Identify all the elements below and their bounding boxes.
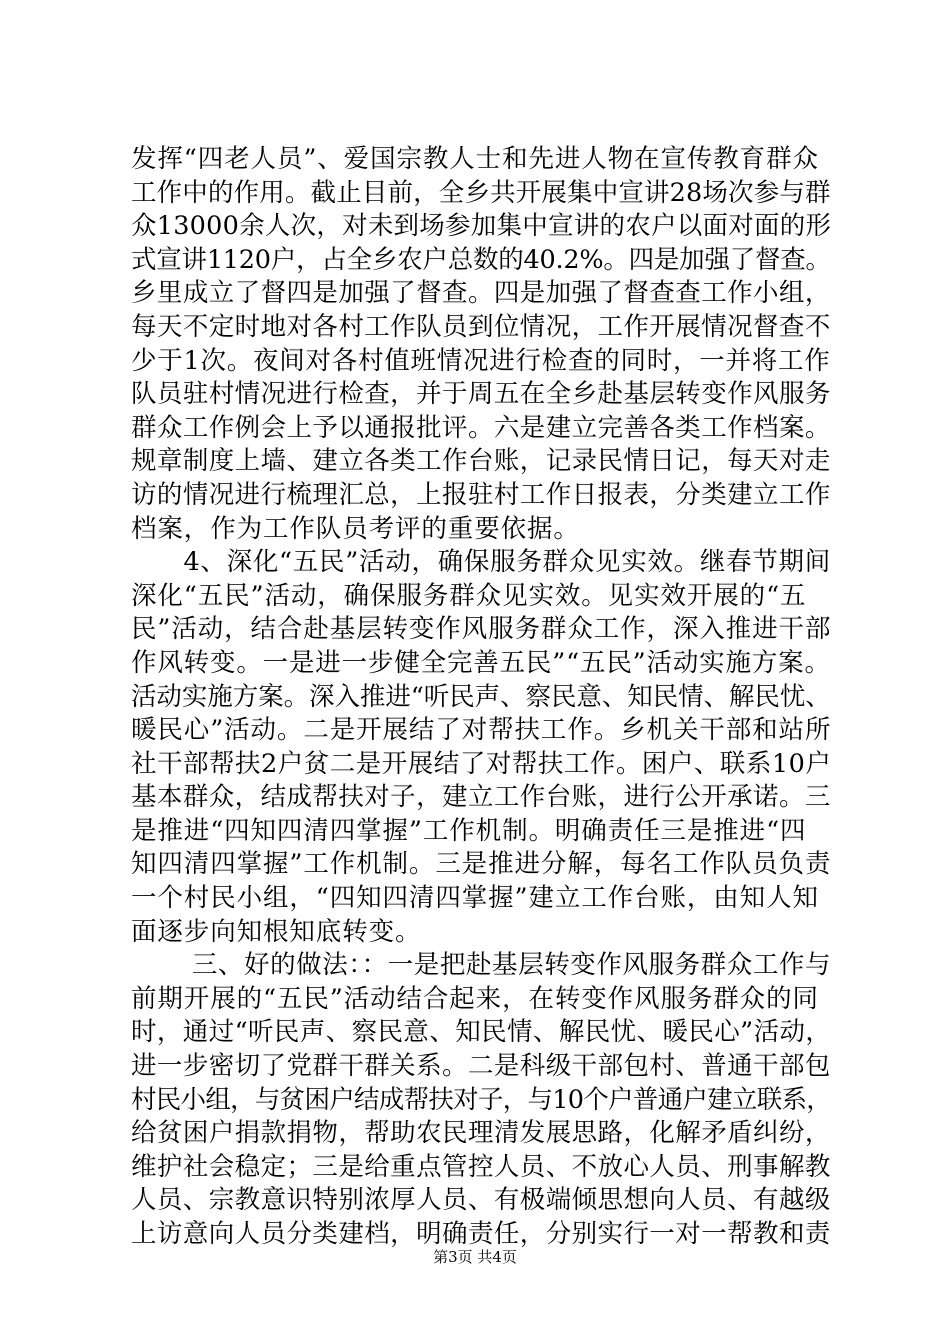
text-line: 上访意向人员分类建档，明确责任，分别实行一对一帮教和责: [131, 1219, 831, 1249]
text-line: 4、深化“五民”活动，确保服务群众见实效。继春节期间: [131, 547, 831, 578]
text-line: 前期开展的“五民”活动结合起来，在转变作风服务群众的同: [131, 983, 819, 1014]
text-line: 少于1次。夜间对各村值班情况进行检查的同时，一并将工作: [131, 345, 831, 376]
text-line: 知四清四掌握”工作机制。三是推进分解，每名工作队员负责: [131, 849, 832, 880]
text-line: 社干部帮扶2户贫二是开展结了对帮扶工作。困户、联系10户: [131, 748, 832, 779]
text-line: 活动实施方案。深入推进“听民声、察民意、知民情、解民忧、: [131, 681, 831, 712]
text-line: 规章制度上墙、建立各类工作台账，记录民情日记，每天对走: [131, 446, 831, 477]
text-line: 人员、宗教意识特别浓厚人员、有极端倾思想向人员、有越级: [131, 1185, 831, 1216]
text-line: 面逐步向知根知底转变。: [131, 916, 422, 947]
text-line: 基本群众，结成帮扶对子，建立工作台账，进行公开承诺。三: [131, 782, 831, 813]
text-line: 档案，作为工作队员考评的重要依据。: [131, 513, 580, 544]
page-footer: 第3页 共4页: [433, 1248, 517, 1266]
body-text: [131, 143, 831, 1252]
text-line: 给贫困户捐款捐物，帮助农民理清发展思路，化解矛盾纠纷，: [131, 1118, 831, 1149]
text-line: 暖民心”活动。二是开展结了对帮扶工作。乡机关干部和站所: [131, 715, 832, 746]
text-line: 工作中的作用。截止目前，全乡共开展集中宣讲28场次参与群: [131, 177, 831, 208]
text-line: 维护社会稳定；三是给重点管控人员、不放心人员、刑事解教: [131, 1151, 831, 1182]
text-line: 每天不定时地对各村工作队员到位情况，工作开展情况督查不: [131, 311, 831, 342]
text-line: 深化“五民”活动，确保服务群众见实效。见实效开展的“五: [131, 580, 807, 611]
text-line: 是推进“四知四清四掌握”工作机制。明确责任三是推进“四: [131, 815, 807, 846]
text-line: 进一步密切了党群干群关系。二是科级干部包村、普通干部包: [131, 1051, 831, 1082]
text-line: 式宣讲1120户，占全乡农户总数的40.2%。四是加强了督查。: [131, 244, 831, 275]
text-line: 民”活动，结合赴基层转变作风服务群众工作，深入推进干部: [131, 614, 832, 645]
text-line: 乡里成立了督四是加强了督查。四是加强了督查查工作小组，: [131, 278, 831, 309]
text-line: 村民小组，与贫困户结成帮扶对子，与10个户普通户建立联系，: [131, 1084, 832, 1115]
text-line: 发挥“四老人员”、爱国宗教人士和先进人物在宣传教育群众: [131, 144, 819, 174]
text-line: 三、好的做法：：一是把赴基层转变作风服务群众工作与: [131, 950, 832, 981]
text-line: 队员驻村情况进行检查，并于周五在全乡赴基层转变作风服务: [131, 379, 831, 410]
text-line: 众13000余人次，对未到场参加集中宣讲的农户以面对面的形: [131, 211, 832, 242]
text-line: 群众工作例会上予以通报批评。六是建立完善各类工作档案。: [131, 412, 831, 443]
text-line: 时，通过“听民声、察民意、知民情、解民忧、暖民心”活动，: [131, 1017, 832, 1048]
text-line: 访的情况进行梳理汇总，上报驻村工作日报表，分类建立工作: [131, 479, 831, 510]
text-line: 作风转变。一是进一步健全完善五民”“五民”活动实施方案。: [131, 647, 831, 678]
text-line: 一个村民小组，“四知四清四掌握”建立工作台账，由知人知: [131, 883, 819, 914]
